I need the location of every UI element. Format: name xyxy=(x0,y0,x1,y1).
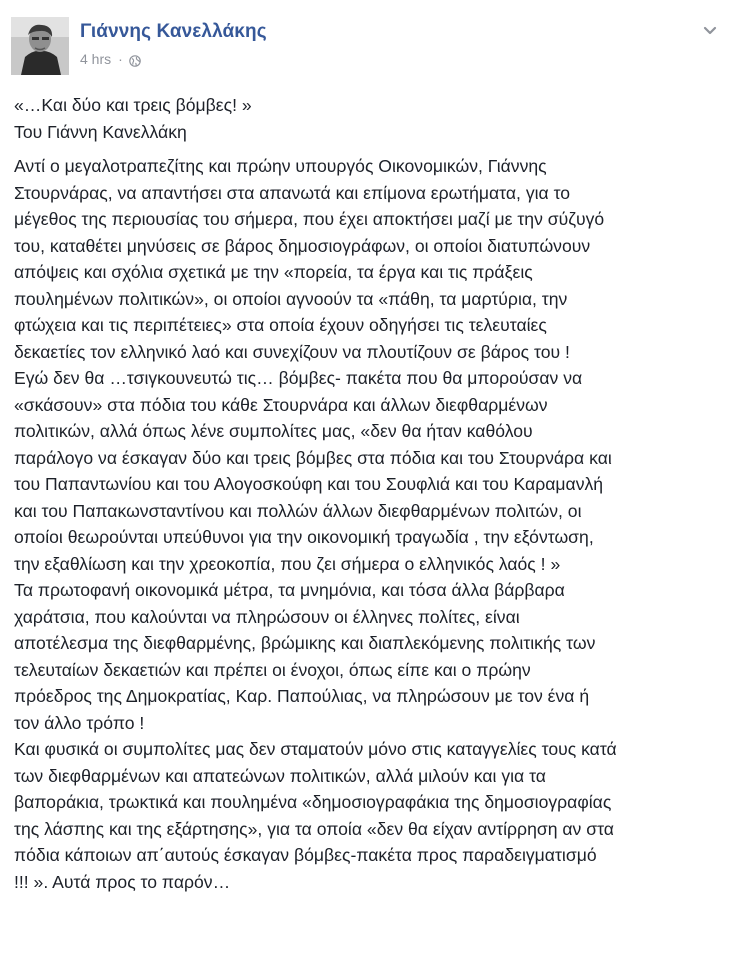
body-line: Αντί ο μεγαλοτραπεζίτης και πρώην υπουργός Οικονομικών, Γιάννης xyxy=(14,156,547,176)
body-line: τον άλλο τρόπο ! xyxy=(14,712,145,733)
body-line: πόδια κάποιων απ΄αυτούς έσκαγαν βόμβες-πακέτα προς παραδειγματισμό xyxy=(14,845,597,865)
meta-separator: · xyxy=(118,51,123,67)
avatar-photo xyxy=(11,17,69,75)
body-line: τελευταίων δεκαετιών και πρέπει οι ένοχοι, όπως είπε και ο πρώην xyxy=(14,659,531,680)
body-line: των διεφθαρμένων και απατεώνων πολιτικών, αλλά μιλούν και για τα xyxy=(14,765,546,786)
post-timestamp[interactable]: 4 hrs xyxy=(80,51,112,67)
post-title-line: «…Και δύο και τρεις βόμβες! » xyxy=(14,95,252,115)
avatar[interactable] xyxy=(11,17,69,75)
paragraph-gap xyxy=(14,145,719,153)
body-line: «σκάσουν» στα πόδια του κάθε Στουρνάρα και άλλων διεφθαρμένων xyxy=(14,394,548,415)
body-line: χαράτσια, που καλούνται να πληρώσουν οι έλληνες πολίτες, είναι xyxy=(14,606,520,627)
body-line: αποτέλεσμα της διεφθαρμένης, βρώμικης και διαπλεκόμενης πολιτικής των xyxy=(14,633,596,653)
body-line: πουλημένων πολιτικών», οι οποίοι αγνοούν τα «πάθη, τα μαρτύρια, την xyxy=(14,288,568,309)
post-meta xyxy=(80,51,141,67)
globe-icon[interactable] xyxy=(129,54,141,66)
post-text xyxy=(14,92,719,895)
body-line: την εξαθλίωση και την χρεοκοπία, που ζει σήμερα ο ελληνικός λαός ! » xyxy=(14,553,561,574)
body-line: φτώχεια και τις περιπέτειες» στα οποία έχουν οδηγήσει τις τελευταίες xyxy=(14,315,547,335)
body-line: οποίοι θεωρούνται υπεύθυνοι για την οικονομική τραγωδία , την εξόντωση, xyxy=(14,527,594,547)
body-line: και του Παπακωνσταντίνου και πολλών άλλων διεφθαρμένων πολιτών, οι xyxy=(14,500,582,521)
body-line: απόψεις και σχόλια σχετικά με την «πορεία, τα έργα και τις πράξεις xyxy=(14,262,533,282)
body-line: βαποράκια, τρωκτικά και πουλημένα «δημοσιογραφάκια της δημοσιογραφίας xyxy=(14,792,612,812)
post-byline: Του Γιάννη Κανελλάκη xyxy=(14,121,187,142)
body-line: πρόεδρος της Δημοκρατίας, Καρ. Παπούλιας, να πληρώσουν με τον ένα ή xyxy=(14,686,590,706)
author-name[interactable]: Γιάννης Κανελλάκης xyxy=(80,21,267,42)
body-line: Τα πρωτοφανή οικονομικά μέτρα, τα μνημόνια, και τόσα άλλα βάρβαρα xyxy=(14,580,565,600)
body-line: Και φυσικά οι συμπολίτες μας δεν σταματούν μόνο στις καταγγελίες τους κατά xyxy=(14,739,617,759)
body-line: παράλογο να έσκαγαν δύο και τρεις βόμβες στα πόδια και του Στουρνάρα και xyxy=(14,447,612,468)
body-line: δεκαετίες τον ελληνικό λαό και συνεχίζουν να πλουτίζουν σε βάρος του ! xyxy=(14,341,570,362)
post-header xyxy=(11,17,721,77)
chevron-down-icon[interactable] xyxy=(699,19,721,41)
body-line: Εγώ δεν θα …τσιγκουνευτώ τις… βόμβες- πακέτα που θα μπορούσαν να xyxy=(14,368,583,388)
body-line: Στουρνάρας, να απαντήσει στα απανωτά και επίμονα ερωτήματα, για το xyxy=(14,182,571,203)
body-line: του, καταθέτει μηνύσεις σε βάρος δημοσιογράφων, οι οποίοι διατυπώνουν xyxy=(14,235,591,256)
body-line: πολιτικών, αλλά όπως λένε συμπολίτες μας, «δεν θα ήταν καθόλου xyxy=(14,421,533,441)
body-line: μέγεθος της περιουσίας του σήμερα, που έχει αποκτήσει μαζί με την σύζυγό xyxy=(14,209,605,229)
body-line: !!! ». Αυτά προς το παρόν… xyxy=(14,871,231,892)
body-line: της λάσπης και της εξάρτησης», για τα οποία «δεν θα είχαν αντίρρηση αν στα xyxy=(14,818,614,839)
body-line: του Παπαντωνίου και του Αλογοσκούφη και του Σουφλιά και του Καραμανλή xyxy=(14,474,604,494)
